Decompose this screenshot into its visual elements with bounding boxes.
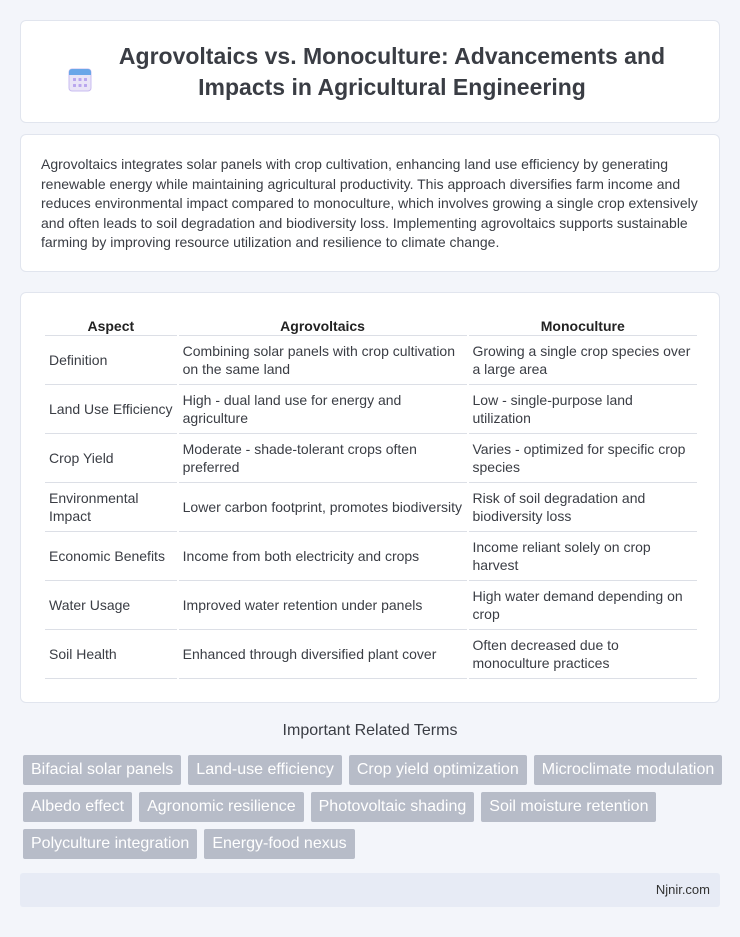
header-monoculture: Monoculture: [469, 316, 698, 336]
table-row: [45, 385, 697, 434]
cell-monoculture: Income reliant solely on crop harvest: [469, 532, 698, 581]
related-term-tag[interactable]: Land-use efficiency: [188, 755, 342, 785]
cell-agrovoltaics: Moderate - shade-tolerant crops often preferred: [179, 434, 467, 483]
cell-aspect: Environmental Impact: [45, 483, 177, 532]
related-term-tag[interactable]: Energy-food nexus: [204, 829, 354, 859]
related-term-tag[interactable]: Microclimate modulation: [534, 755, 723, 785]
title-card: [20, 20, 720, 123]
footer-bar: [20, 873, 720, 907]
table-row: [45, 630, 697, 679]
table-row: [45, 581, 697, 630]
related-term-tag[interactable]: Polyculture integration: [23, 829, 197, 859]
comparison-card: [20, 292, 720, 703]
related-term-tag[interactable]: Crop yield optimization: [349, 755, 527, 785]
cell-monoculture: Often decreased due to monoculture practices: [469, 630, 698, 679]
cell-aspect: Definition: [45, 336, 177, 385]
table-row: [45, 532, 697, 581]
related-terms-heading: Important Related Terms: [282, 722, 458, 739]
related-term-tag[interactable]: Photovoltaic shading: [311, 792, 475, 822]
cell-aspect: Soil Health: [45, 630, 177, 679]
cell-monoculture: Low - single-purpose land utilization: [469, 385, 698, 434]
cell-agrovoltaics: Improved water retention under panels: [179, 581, 467, 630]
related-term-tag[interactable]: Albedo effect: [23, 792, 132, 822]
page-title: Agrovoltaics vs. Monoculture: Advancements and Impacts in Agricultural Engineering: [118, 42, 666, 100]
related-term-tag[interactable]: Bifacial solar panels: [23, 755, 181, 785]
cell-monoculture: Varies - optimized for specific crop species: [469, 434, 698, 483]
cell-aspect: Water Usage: [45, 581, 177, 630]
cell-monoculture: Risk of soil degradation and biodiversity loss: [469, 483, 698, 532]
cell-monoculture: High water demand depending on crop: [469, 581, 698, 630]
comparison-table: [43, 316, 699, 679]
related-term-tag[interactable]: Agronomic resilience: [139, 792, 304, 822]
calendar-grid-icon: [68, 66, 92, 92]
cell-agrovoltaics: Enhanced through diversified plant cover: [179, 630, 467, 679]
cell-agrovoltaics: Lower carbon footprint, promotes biodiversity: [179, 483, 467, 532]
table-row: [45, 336, 697, 385]
cell-aspect: Crop Yield: [45, 434, 177, 483]
table-row: [45, 483, 697, 532]
cell-aspect: Economic Benefits: [45, 532, 177, 581]
table-header-row: [45, 316, 697, 336]
header-aspect: Aspect: [45, 316, 177, 336]
related-terms-list: [23, 755, 723, 859]
related-term-tag[interactable]: Soil moisture retention: [481, 792, 656, 822]
cell-agrovoltaics: Combining solar panels with crop cultivation on the same land: [179, 336, 467, 385]
cell-agrovoltaics: High - dual land use for energy and agriculture: [179, 385, 467, 434]
cell-aspect: Land Use Efficiency: [45, 385, 177, 434]
intro-paragraph: Agrovoltaics integrates solar panels with crop cultivation, enhancing land use efficiency by generating renewable energy while maintaining agricultural productivity. This approach diversifies farm income and reduces environmental impact compared to monoculture, which involves growing a single crop extensively and often leads to soil degradation and biodiversity loss. Implementing agrovoltaics supports sustainable farming by improving resource utilization and resilience to climate change.: [41, 156, 698, 251]
header-agrovoltaics: Agrovoltaics: [179, 316, 467, 336]
cell-monoculture: Growing a single crop species over a large area: [469, 336, 698, 385]
cell-agrovoltaics: Income from both electricity and crops: [179, 532, 467, 581]
intro-card: [20, 134, 720, 272]
table-row: [45, 434, 697, 483]
footer-site-link[interactable]: Njnir.com: [655, 882, 710, 897]
